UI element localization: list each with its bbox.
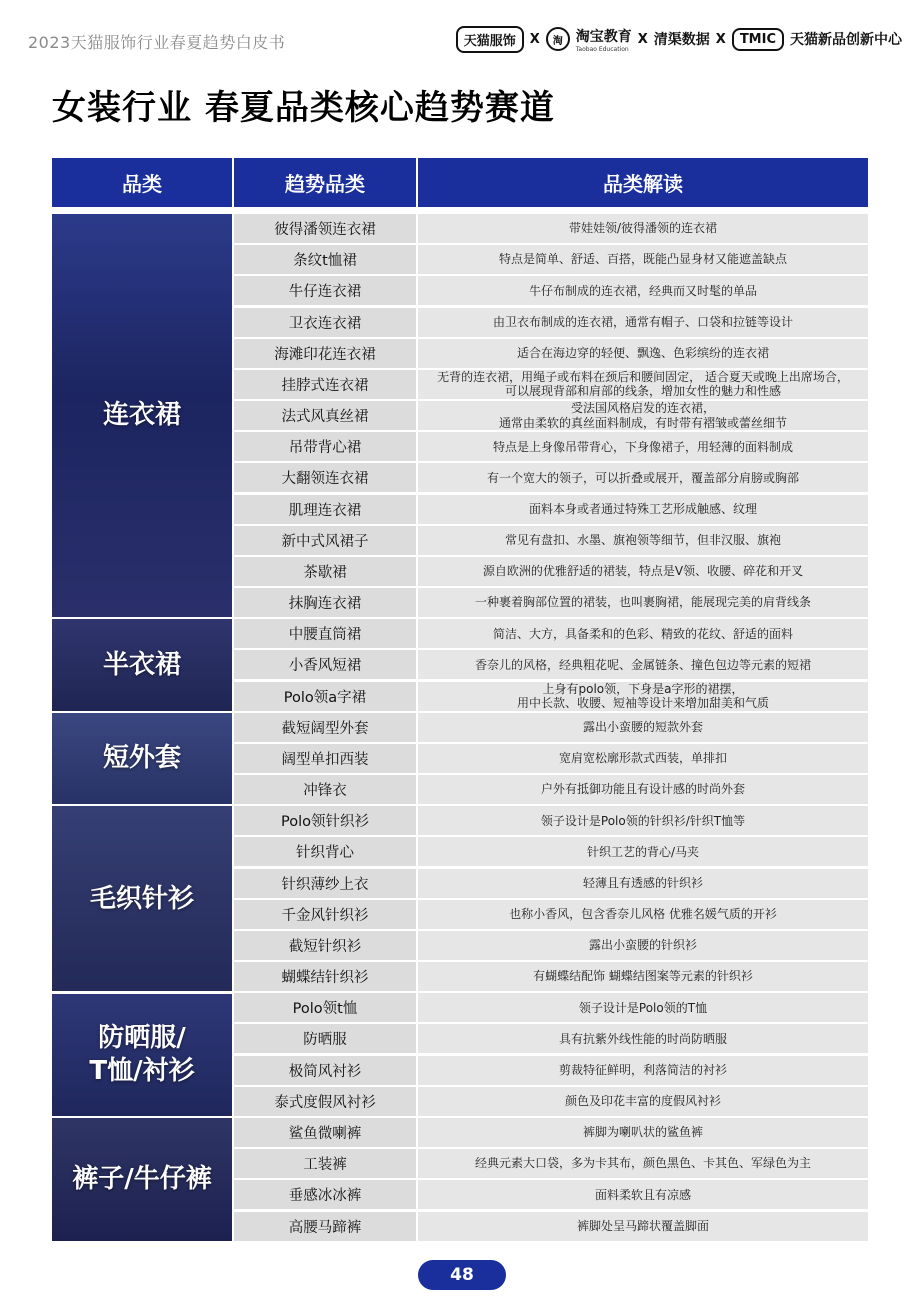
trend-table bbox=[52, 158, 868, 1236]
trend-desc-cell: 露出小蛮腰的短款外套 bbox=[418, 713, 868, 742]
table-row bbox=[234, 557, 868, 586]
trend-name-cell: 卫衣连衣裙 bbox=[234, 308, 416, 337]
page-number: 48 bbox=[418, 1260, 506, 1290]
table-row bbox=[234, 993, 868, 1022]
table-header bbox=[52, 158, 868, 207]
trend-desc-cell: 面料柔软且有凉感 bbox=[418, 1180, 868, 1209]
category-cell bbox=[52, 214, 232, 617]
table-row bbox=[234, 339, 868, 368]
trend-name-cell: 彼得潘领连衣裙 bbox=[234, 214, 416, 243]
trend-desc-cell: 由卫衣布制成的连衣裙，通常有帽子、口袋和拉链等设计 bbox=[418, 308, 868, 337]
trend-name-cell: 针织背心 bbox=[234, 837, 416, 866]
trend-desc-cell: 受法国风格启发的连衣裙， 通常由柔软的真丝面料制成，有时带有褶皱或蕾丝细节 bbox=[418, 401, 868, 430]
trend-desc-cell: 裤脚处呈马蹄状覆盖脚面 bbox=[418, 1212, 868, 1241]
trend-desc-cell: 剪裁特征鲜明，利落简洁的衬衫 bbox=[418, 1056, 868, 1085]
page-title: 女装行业 春夏品类核心趋势赛道 bbox=[52, 88, 555, 128]
trend-desc-cell: 无背的连衣裙，用绳子或布料在颈后和腰间固定， 适合夏天或晚上出席场合， 可以展现背部和肩部的线条，增加女性的魅力和性感 bbox=[418, 370, 868, 399]
trend-name-cell: 冲锋衣 bbox=[234, 775, 416, 804]
taobao-education-logo: 淘宝教育 Taobao Education bbox=[575, 28, 632, 53]
table-row bbox=[234, 1149, 868, 1178]
table-row bbox=[234, 619, 868, 648]
trend-desc-cell: 裤脚为喇叭状的鲨鱼裤 bbox=[418, 1118, 868, 1147]
trend-name-cell: 法式风真丝裙 bbox=[234, 401, 416, 430]
category-label: 裤子/牛仔裤 bbox=[72, 1164, 212, 1195]
trend-name-cell: 条纹t恤裙 bbox=[234, 245, 416, 274]
qingqu-data-logo: 清渠数据 bbox=[653, 32, 710, 48]
trend-name-cell: 防晒服 bbox=[234, 1024, 416, 1053]
report-title: 2023天猫服饰行业春夏趋势白皮书 bbox=[28, 33, 286, 52]
category-label: 连衣裙 bbox=[102, 400, 181, 431]
table-row bbox=[234, 1087, 868, 1116]
trend-desc-cell: 牛仔布制成的连衣裙，经典而又时髦的单品 bbox=[418, 276, 868, 305]
trend-desc-cell: 露出小蛮腰的针织衫 bbox=[418, 931, 868, 960]
category-cell bbox=[52, 713, 232, 804]
trend-name-cell: 中腰直筒裙 bbox=[234, 619, 416, 648]
tmall-fashion-logo: 天猫服饰 bbox=[456, 26, 524, 53]
trend-desc-cell: 轻薄且有透感的针织衫 bbox=[418, 869, 868, 898]
table-row bbox=[234, 713, 868, 742]
header-interpretation: 品类解读 bbox=[418, 158, 868, 207]
table-row bbox=[234, 1212, 868, 1241]
table-row bbox=[234, 682, 868, 711]
table-row bbox=[234, 650, 868, 679]
trend-desc-cell: 宽肩宽松廓形款式西装，单排扣 bbox=[418, 744, 868, 773]
table-row bbox=[234, 806, 868, 835]
trend-name-cell: 海滩印花连衣裙 bbox=[234, 339, 416, 368]
trend-name-cell: 鲨鱼微喇裤 bbox=[234, 1118, 416, 1147]
trend-name-cell: 小香风短裙 bbox=[234, 650, 416, 679]
trend-name-cell: 阔型单扣西装 bbox=[234, 744, 416, 773]
table-row bbox=[234, 432, 868, 461]
trend-desc-cell: 也称小香风，包含香奈儿风格 优雅名媛气质的开衫 bbox=[418, 900, 868, 929]
trend-name-cell: 茶歇裙 bbox=[234, 557, 416, 586]
trend-desc-cell: 领子设计是Polo领的T恤 bbox=[418, 993, 868, 1022]
trend-desc-cell: 一种裹着胸部位置的裙装，也叫裹胸裙，能展现完美的肩背线条 bbox=[418, 588, 868, 617]
table-row bbox=[234, 370, 868, 399]
separator-x: X bbox=[715, 31, 726, 47]
table-row bbox=[234, 931, 868, 960]
table-row bbox=[234, 245, 868, 274]
taobao-education-icon: 淘 bbox=[546, 27, 570, 51]
category-cell bbox=[52, 1118, 232, 1241]
trend-desc-cell: 有蝴蝶结配饰 蝴蝶结图案等元素的针织衫 bbox=[418, 962, 868, 991]
trend-desc-cell: 针织工艺的背心/马夹 bbox=[418, 837, 868, 866]
table-row bbox=[234, 214, 868, 243]
tmall-innovation-center-logo: 天猫新品创新中心 bbox=[790, 32, 902, 48]
table-row bbox=[234, 775, 868, 804]
trend-desc-cell: 面料本身或者通过特殊工艺形成触感、纹理 bbox=[418, 495, 868, 524]
trend-name-cell: 蝴蝶结针织衫 bbox=[234, 962, 416, 991]
trend-name-cell: 泰式度假风衬衫 bbox=[234, 1087, 416, 1116]
table-row bbox=[234, 744, 868, 773]
category-label: 毛织针衫 bbox=[89, 883, 194, 914]
trend-name-cell: 大翻领连衣裙 bbox=[234, 463, 416, 492]
trend-desc-cell: 香奈儿的风格，经典粗花呢、金属链条、撞色包边等元素的短裙 bbox=[418, 650, 868, 679]
trend-name-cell: 工装裤 bbox=[234, 1149, 416, 1178]
trend-name-cell: 截短阔型外套 bbox=[234, 713, 416, 742]
header-category: 品类 bbox=[52, 158, 232, 207]
trend-name-cell: 抹胸连衣裙 bbox=[234, 588, 416, 617]
table-row bbox=[234, 401, 868, 430]
table-row bbox=[234, 588, 868, 617]
trend-name-cell: 截短针织衫 bbox=[234, 931, 416, 960]
table-row bbox=[234, 900, 868, 929]
header-trend-category: 趋势品类 bbox=[234, 158, 416, 207]
trend-name-cell: Polo领a字裙 bbox=[234, 682, 416, 711]
table-row bbox=[234, 526, 868, 555]
table-row bbox=[234, 276, 868, 305]
category-label: 防晒服/ T恤/衬衫 bbox=[89, 1023, 195, 1086]
trend-desc-cell: 户外有抵御功能且有设计感的时尚外套 bbox=[418, 775, 868, 804]
trend-name-cell: 千金风针织衫 bbox=[234, 900, 416, 929]
trend-desc-cell: 有一个宽大的领子，可以折叠或展开，覆盖部分肩膀或胸部 bbox=[418, 463, 868, 492]
trend-name-cell: 肌理连衣裙 bbox=[234, 495, 416, 524]
trend-desc-cell: 特点是上身像吊带背心，下身像裙子，用轻薄的面料制成 bbox=[418, 432, 868, 461]
category-cell bbox=[52, 619, 232, 710]
trend-name-cell: 针织薄纱上衣 bbox=[234, 869, 416, 898]
trend-desc-cell: 源自欧洲的优雅舒适的裙装，特点是V领、收腰、碎花和开叉 bbox=[418, 557, 868, 586]
trend-name-cell: 牛仔连衣裙 bbox=[234, 276, 416, 305]
trend-desc-cell: 颜色及印花丰富的度假风衬衫 bbox=[418, 1087, 868, 1116]
table-row bbox=[234, 837, 868, 866]
trend-desc-cell: 简洁、大方，具备柔和的色彩、精致的花纹、舒适的面料 bbox=[418, 619, 868, 648]
table-row bbox=[234, 463, 868, 492]
trend-desc-cell: 特点是简单、舒适、百搭，既能凸显身材又能遮盖缺点 bbox=[418, 245, 868, 274]
trend-name-cell: 挂脖式连衣裙 bbox=[234, 370, 416, 399]
table-row bbox=[234, 869, 868, 898]
category-cell bbox=[52, 994, 232, 1117]
category-label: 短外套 bbox=[102, 743, 181, 774]
trend-name-cell: 垂感冰冰裤 bbox=[234, 1180, 416, 1209]
trend-desc-cell: 适合在海边穿的轻便、飘逸、色彩缤纷的连衣裙 bbox=[418, 339, 868, 368]
trend-desc-cell: 领子设计是Polo领的针织衫/针织T恤等 bbox=[418, 806, 868, 835]
table-row bbox=[234, 962, 868, 991]
table-row bbox=[234, 1056, 868, 1085]
category-label: 半衣裙 bbox=[102, 649, 181, 680]
tmic-logo-mark: TMIC bbox=[732, 28, 784, 51]
trend-name-cell: 极简风衬衫 bbox=[234, 1056, 416, 1085]
trend-desc-cell: 上身有polo领，下身是a字形的裙摆， 用中长款、收腰、短袖等设计来增加甜美和气质 bbox=[418, 682, 868, 711]
trend-rows bbox=[234, 214, 868, 1243]
partner-logos bbox=[456, 22, 902, 56]
separator-x: X bbox=[529, 31, 540, 47]
trend-name-cell: 新中式风裙子 bbox=[234, 526, 416, 555]
separator-x: X bbox=[637, 31, 648, 47]
trend-name-cell: 吊带背心裙 bbox=[234, 432, 416, 461]
table-row bbox=[234, 1024, 868, 1053]
trend-desc-cell: 经典元素大口袋，多为卡其布，颜色黑色、卡其色、军绿色为主 bbox=[418, 1149, 868, 1178]
category-cell bbox=[52, 806, 232, 991]
trend-desc-cell: 常见有盘扣、水墨、旗袍领等细节，但非汉服、旗袍 bbox=[418, 526, 868, 555]
table-row bbox=[234, 308, 868, 337]
trend-name-cell: 高腰马蹄裤 bbox=[234, 1212, 416, 1241]
table-row bbox=[234, 1180, 868, 1209]
taobao-education-subtitle: Taobao Education bbox=[575, 45, 629, 53]
table-row bbox=[234, 1118, 868, 1147]
trend-desc-cell: 具有抗紫外线性能的时尚防晒服 bbox=[418, 1024, 868, 1053]
table-row bbox=[234, 495, 868, 524]
trend-desc-cell: 带娃娃领/彼得潘领的连衣裙 bbox=[418, 214, 868, 243]
trend-name-cell: Polo领针织衫 bbox=[234, 806, 416, 835]
trend-name-cell: Polo领t恤 bbox=[234, 993, 416, 1022]
